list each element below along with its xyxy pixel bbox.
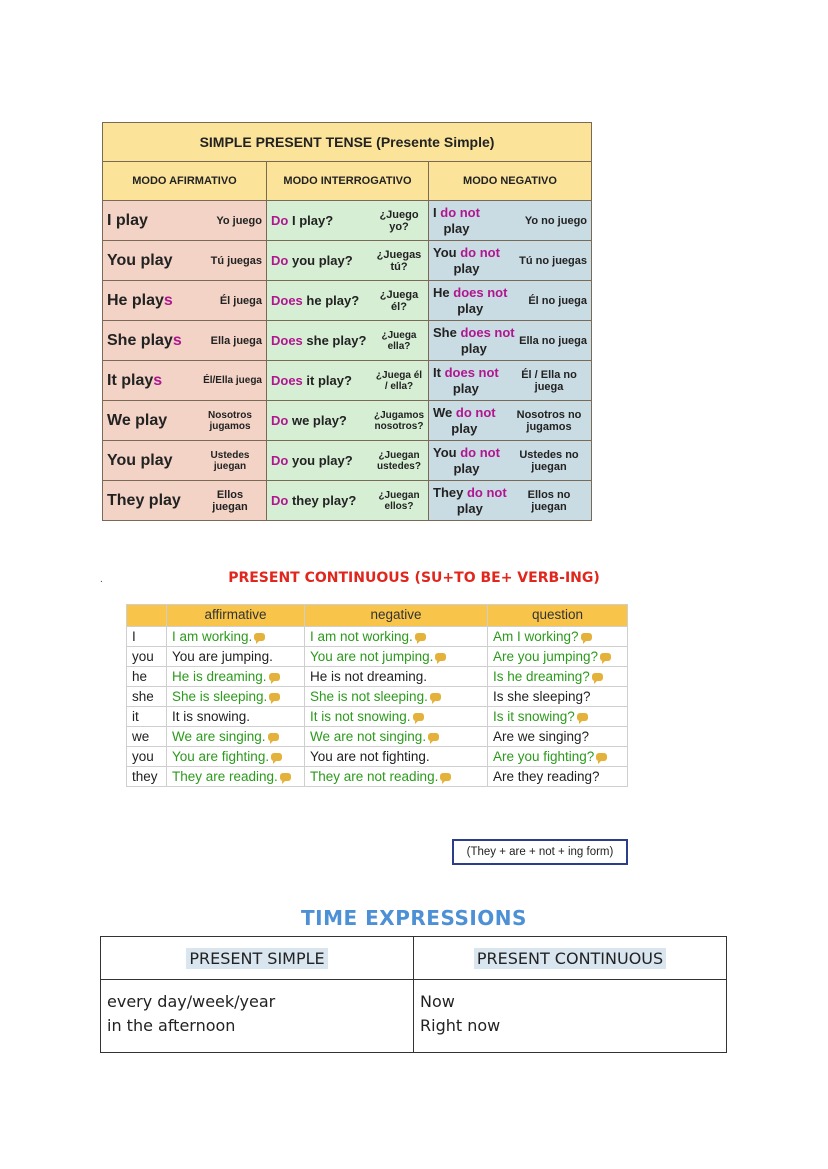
affirmative-verb: You play <box>107 451 173 469</box>
auxiliary-verb: Do <box>271 413 289 428</box>
interrogative-english <box>271 293 359 308</box>
negative-verb: play <box>453 460 480 476</box>
affirmative-verb: They play <box>107 491 181 509</box>
header-present-simple <box>101 937 414 980</box>
interrogative-cell <box>267 401 429 441</box>
negative-content <box>433 481 587 520</box>
question-text: Are you jumping? <box>493 649 599 664</box>
table-row <box>103 401 592 441</box>
subject-cell: we <box>127 727 167 747</box>
affirmative-verb: She play <box>107 331 173 349</box>
negative-content <box>433 321 587 360</box>
comment-icon <box>600 653 611 661</box>
comment-icon <box>254 633 265 641</box>
question-text: Am I working? <box>493 629 579 644</box>
negative-cell <box>429 281 592 321</box>
affirmative-text: She is sleeping. <box>172 689 268 704</box>
negation: does not <box>444 364 499 380</box>
interrogative-spanish: ¿Juegan ellos? <box>378 489 420 512</box>
negative-verb: play <box>453 260 480 276</box>
affirmative-english <box>107 212 148 230</box>
affirmative-spanish: Ella juega <box>210 334 262 347</box>
affirmative-spanish: Ellos juegan <box>212 488 248 513</box>
negative-text: I am not working. <box>310 629 413 644</box>
comment-icon <box>430 693 441 701</box>
negative-spanish: Yo no juego <box>524 214 588 227</box>
interrogative-spanish: ¿Juegas tú? <box>376 248 422 273</box>
interrogative-cell <box>267 321 429 361</box>
table-row <box>127 707 628 727</box>
question-rest: he play? <box>306 293 360 308</box>
negative-cell <box>429 401 592 441</box>
table-row <box>103 241 592 281</box>
affirmative-content <box>107 241 262 280</box>
interrogative-cell <box>267 281 429 321</box>
negative-english <box>433 365 499 397</box>
subject-cell: it <box>127 707 167 727</box>
affirmative-cell <box>167 747 305 767</box>
negative-text: She is not sleeping. <box>310 689 428 704</box>
subject-cell: I <box>127 627 167 647</box>
affirmative-content <box>107 321 262 360</box>
negative-english <box>433 285 507 317</box>
affirmative-cell <box>103 441 267 481</box>
comment-icon <box>415 633 426 641</box>
third-person-s: s <box>163 291 173 309</box>
affirmative-text: It is snowing. <box>172 709 251 724</box>
affirmative-cell <box>103 321 267 361</box>
negative-cell <box>305 767 488 787</box>
affirmative-english <box>107 452 173 470</box>
affirmative-cell <box>167 767 305 787</box>
negation: do not <box>466 484 507 500</box>
subject-cell: he <box>127 667 167 687</box>
negative-text: He is not dreaming. <box>310 669 428 684</box>
simple-expression: every day/week/year <box>107 992 276 1011</box>
comment-icon <box>435 653 446 661</box>
question-rest: you play? <box>291 453 353 468</box>
table-row <box>103 281 592 321</box>
affirmative-spanish: Nosotros jugamos <box>208 409 252 432</box>
table-row <box>127 647 628 667</box>
comment-icon <box>269 693 280 701</box>
time-expressions-body-row <box>101 980 727 1053</box>
header-negativo: MODO NEGATIVO <box>429 162 592 201</box>
time-expressions-table <box>100 936 727 1053</box>
table-row <box>127 727 628 747</box>
interrogative-english <box>271 453 353 468</box>
negative-english <box>433 205 480 237</box>
affirmative-cell <box>167 667 305 687</box>
auxiliary-verb: Does <box>271 293 303 308</box>
negative-cell <box>429 321 592 361</box>
table-row <box>127 667 628 687</box>
header-negative: negative <box>305 605 488 627</box>
comment-icon <box>269 673 280 681</box>
affirmative-cell <box>103 241 267 281</box>
comment-icon <box>413 713 424 721</box>
question-rest: I play? <box>291 213 334 228</box>
negation: do not <box>440 204 480 220</box>
negative-cell <box>305 627 488 647</box>
negative-cell <box>305 687 488 707</box>
table-row <box>103 441 592 481</box>
interrogative-spanish: ¿Jugamos nosotros? <box>374 409 425 432</box>
question-rest: she play? <box>306 333 367 348</box>
negative-content <box>433 241 587 280</box>
simple-expression: in the afternoon <box>107 1016 236 1035</box>
third-person-s: s <box>172 331 182 349</box>
present-continuous-title: PRESENT CONTINUOUS (SU+TO BE+ VERB-ING) <box>228 570 600 586</box>
question-text: Are we singing? <box>493 729 590 744</box>
negation: do not <box>460 244 500 260</box>
question-text: Is she sleeping? <box>493 689 591 704</box>
simple-present-title: SIMPLE PRESENT TENSE (Presente Simple) <box>103 123 592 162</box>
affirmative-spanish: Él juega <box>219 294 262 307</box>
comment-icon <box>271 753 282 761</box>
negative-cell <box>429 201 592 241</box>
table-row <box>103 481 592 521</box>
affirmative-content <box>107 201 262 240</box>
negative-verb: play <box>456 500 483 516</box>
interrogative-english <box>271 213 333 228</box>
question-cell <box>488 767 628 787</box>
time-expressions-header-row <box>101 937 727 980</box>
interrogative-content <box>271 361 424 400</box>
auxiliary-verb: Do <box>271 453 289 468</box>
continuous-expressions-cell <box>414 980 727 1053</box>
question-rest: you play? <box>291 253 353 268</box>
affirmative-verb: I play <box>107 211 148 229</box>
affirmative-cell <box>167 647 305 667</box>
interrogative-english <box>271 373 352 388</box>
negative-english <box>433 445 500 477</box>
affirmative-content <box>107 281 262 320</box>
affirmative-verb: It play <box>107 371 154 389</box>
comment-icon <box>577 713 588 721</box>
subject-cell: you <box>127 747 167 767</box>
affirmative-english <box>107 292 173 310</box>
question-text: Are you fighting? <box>493 749 595 764</box>
comment-icon <box>440 773 451 781</box>
negative-content <box>433 201 587 240</box>
interrogative-spanish: ¿Juega ella? <box>381 329 417 352</box>
header-question: question <box>488 605 628 627</box>
negative-text: We are not singing. <box>310 729 427 744</box>
negative-english <box>433 485 507 517</box>
form-note: (They + are + not + ing form) <box>452 839 628 865</box>
negative-content <box>433 361 587 400</box>
interrogative-content <box>271 281 424 320</box>
affirmative-content <box>107 441 262 480</box>
affirmative-cell <box>167 687 305 707</box>
affirmative-cell <box>167 727 305 747</box>
table-row <box>103 201 592 241</box>
question-text: Is he dreaming? <box>493 669 590 684</box>
negative-text: You are not jumping. <box>310 649 434 664</box>
affirmative-cell <box>167 627 305 647</box>
interrogative-content <box>271 321 424 360</box>
auxiliary-verb: Does <box>271 373 303 388</box>
header-affirmative: affirmative <box>167 605 305 627</box>
table-row <box>127 687 628 707</box>
affirmative-cell <box>103 201 267 241</box>
affirmative-content <box>107 481 262 520</box>
affirmative-verb: He play <box>107 291 164 309</box>
negative-cell <box>429 481 592 521</box>
negative-cell <box>305 747 488 767</box>
table-row <box>127 767 628 787</box>
comment-icon <box>280 773 291 781</box>
affirmative-text: I am working. <box>172 629 253 644</box>
comment-icon <box>592 673 603 681</box>
present-continuous-table <box>126 604 628 787</box>
question-cell <box>488 707 628 727</box>
negative-spanish: Él / Ella no juega <box>521 368 577 393</box>
negative-english <box>433 405 496 437</box>
question-text: Is it snowing? <box>493 709 575 724</box>
affirmative-cell <box>103 281 267 321</box>
affirmative-cell <box>103 401 267 441</box>
interrogative-english <box>271 333 366 348</box>
negative-spanish: Ustedes no juegan <box>519 448 579 473</box>
interrogative-english <box>271 493 356 508</box>
negation: do not <box>455 404 496 420</box>
negative-cell <box>305 647 488 667</box>
question-cell <box>488 747 628 767</box>
negative-cell <box>429 361 592 401</box>
negative-verb: play <box>451 420 478 436</box>
negative-spanish: Ella no juega <box>519 334 588 347</box>
negative-verb: play <box>460 340 487 356</box>
negative-spanish: Ellos no juegan <box>527 488 571 513</box>
negation: does not <box>453 284 508 300</box>
auxiliary-verb: Does <box>271 333 303 348</box>
continuous-expression: Now <box>420 992 455 1011</box>
auxiliary-verb: Do <box>271 493 289 508</box>
affirmative-spanish: Él/Ella juega <box>203 375 262 386</box>
stray-dot: . <box>100 574 103 585</box>
negative-spanish: Tú no juegas <box>519 254 588 267</box>
negative-text: It is not snowing. <box>310 709 411 724</box>
negative-subject: They <box>433 484 464 500</box>
table-row <box>127 627 628 647</box>
affirmative-spanish: Yo juego <box>216 214 262 227</box>
negative-subject: You <box>433 444 457 460</box>
present-continuous-header-row <box>127 605 628 627</box>
question-cell <box>488 727 628 747</box>
negative-text: They are not reading. <box>310 769 439 784</box>
negative-cell <box>429 241 592 281</box>
interrogative-spanish: ¿Juegan ustedes? <box>377 449 421 472</box>
interrogative-spanish: ¿Juego yo? <box>379 208 419 233</box>
interrogative-cell <box>267 201 429 241</box>
affirmative-text: We are singing. <box>172 729 266 744</box>
interrogative-english <box>271 413 347 428</box>
negative-cell <box>305 667 488 687</box>
header-present-continuous-label: PRESENT CONTINUOUS <box>474 948 666 969</box>
header-interrogativo: MODO INTERROGATIVO <box>267 162 429 201</box>
table-row <box>103 361 592 401</box>
comment-icon <box>268 733 279 741</box>
negative-verb: play <box>457 300 484 316</box>
question-rest: we play? <box>291 413 347 428</box>
question-rest: it play? <box>306 373 352 388</box>
affirmative-spanish: Ustedes juegan <box>210 449 250 472</box>
table-row <box>127 747 628 767</box>
auxiliary-verb: Do <box>271 253 289 268</box>
affirmative-text: You are jumping. <box>172 649 273 664</box>
negation: does not <box>460 324 515 340</box>
interrogative-spanish: ¿Juega él / ella? <box>375 369 423 392</box>
interrogative-content <box>271 401 424 440</box>
affirmative-content <box>107 401 262 440</box>
negative-text: You are not fighting. <box>310 749 430 764</box>
comment-icon <box>581 633 592 641</box>
interrogative-cell <box>267 361 429 401</box>
negative-cell <box>305 727 488 747</box>
affirmative-text: You are fighting. <box>172 749 270 764</box>
header-afirmativo: MODO AFIRMATIVO <box>103 162 267 201</box>
comment-icon <box>428 733 439 741</box>
negation: do not <box>460 444 500 460</box>
interrogative-content <box>271 441 424 480</box>
simple-present-header-row <box>103 162 592 201</box>
negative-english <box>433 245 500 277</box>
auxiliary-verb: Do <box>271 213 289 228</box>
interrogative-spanish: ¿Juega él? <box>379 288 419 313</box>
table-row <box>103 321 592 361</box>
subject-cell: you <box>127 647 167 667</box>
negative-spanish: Él no juega <box>528 294 588 307</box>
affirmative-cell <box>167 707 305 727</box>
simple-expressions-cell <box>101 980 414 1053</box>
simple-present-table <box>102 122 592 521</box>
question-cell <box>488 667 628 687</box>
interrogative-content <box>271 241 424 280</box>
affirmative-content <box>107 361 262 400</box>
header-present-continuous <box>414 937 727 980</box>
negative-subject: We <box>433 404 453 420</box>
question-text: Are they reading? <box>493 769 600 784</box>
affirmative-english <box>107 372 162 390</box>
negative-subject: He <box>433 284 450 300</box>
header-present-simple-label: PRESENT SIMPLE <box>186 948 327 969</box>
affirmative-text: He is dreaming. <box>172 669 267 684</box>
interrogative-cell <box>267 241 429 281</box>
negative-verb: play <box>452 380 479 396</box>
question-rest: they play? <box>291 493 357 508</box>
negative-subject: I <box>433 204 437 220</box>
negative-english <box>433 325 515 357</box>
interrogative-content <box>271 201 424 240</box>
affirmative-cell <box>103 361 267 401</box>
negative-subject: She <box>433 324 457 340</box>
negative-verb: play <box>443 220 470 236</box>
negative-content <box>433 401 587 440</box>
interrogative-cell <box>267 481 429 521</box>
negative-subject: It <box>433 364 441 380</box>
affirmative-verb: We play <box>107 411 168 429</box>
negative-spanish: Nosotros no jugamos <box>516 408 582 433</box>
interrogative-content <box>271 481 424 520</box>
comment-icon <box>596 753 607 761</box>
time-expressions-title: TIME EXPRESSIONS <box>301 906 527 930</box>
affirmative-english <box>107 412 167 430</box>
affirmative-text: They are reading. <box>172 769 278 784</box>
question-cell <box>488 687 628 707</box>
continuous-expression: Right now <box>420 1016 501 1035</box>
affirmative-english <box>107 492 181 510</box>
negative-content <box>433 441 587 480</box>
header-subject <box>127 605 167 627</box>
affirmative-english <box>107 252 173 270</box>
affirmative-verb: You play <box>107 251 173 269</box>
affirmative-cell <box>103 481 267 521</box>
third-person-s: s <box>153 371 163 389</box>
negative-content <box>433 281 587 320</box>
affirmative-english <box>107 332 182 350</box>
question-cell <box>488 647 628 667</box>
subject-cell: they <box>127 767 167 787</box>
question-cell <box>488 627 628 647</box>
negative-subject: You <box>433 244 457 260</box>
negative-cell <box>305 707 488 727</box>
interrogative-english <box>271 253 353 268</box>
affirmative-spanish: Tú juegas <box>210 254 262 267</box>
interrogative-cell <box>267 441 429 481</box>
negative-cell <box>429 441 592 481</box>
subject-cell: she <box>127 687 167 707</box>
